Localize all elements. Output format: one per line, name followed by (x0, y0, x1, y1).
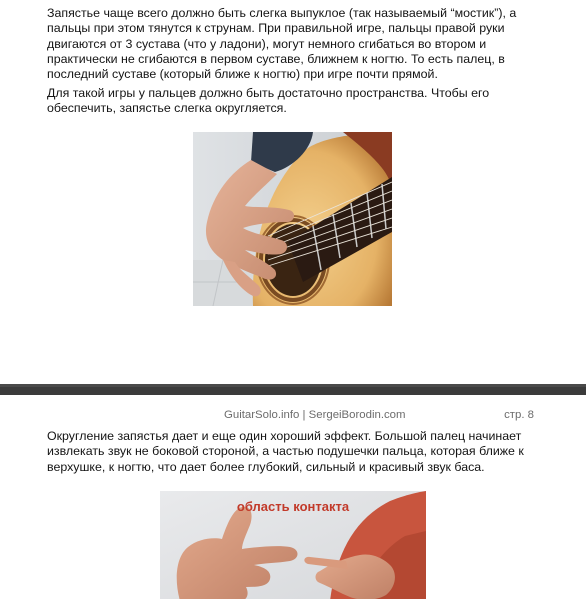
guitar-right-hand-photo (193, 132, 392, 306)
paragraph-wrist-rounding: Для такой игры у пальцев должно быть достаточно пространства. Чтобы его обеспечить, запястье слегка округляется. (47, 86, 490, 116)
contact-area-label: область контакта (236, 499, 350, 514)
header-site-name: GuitarSolo.info | SergeiBorodin.com (224, 409, 406, 421)
page-8 (0, 395, 586, 599)
page-number: стр. 8 (504, 409, 534, 421)
thumb-contact-photo (160, 491, 426, 599)
page-separator (0, 384, 586, 395)
paragraph-thumb-effect: Округление запястья дает и еще один хороший эффект. Большой палец начинает извлекать звук не боковой стороной, а частью подушечки пальца, которая ближе к верхушке, к ногтю, что дает более глубокий, сильный и красивый звук баса. (47, 429, 524, 474)
paragraph-wrist-bridge: Запястье чаще всего должно быть слегка выпуклое (так называемый “мостик”), а пальцы при этом тянутся к струнам. При правильной игре, пальцы правой руки двигаются от 3 сустава (что у ладони), могут немного сгибаться во втором и практически не сгибаются в первом суставе, ближнем к ногтю. То есть палец, в последний суставе (который ближе к ногтю) при игре почти прямой. (47, 6, 517, 82)
